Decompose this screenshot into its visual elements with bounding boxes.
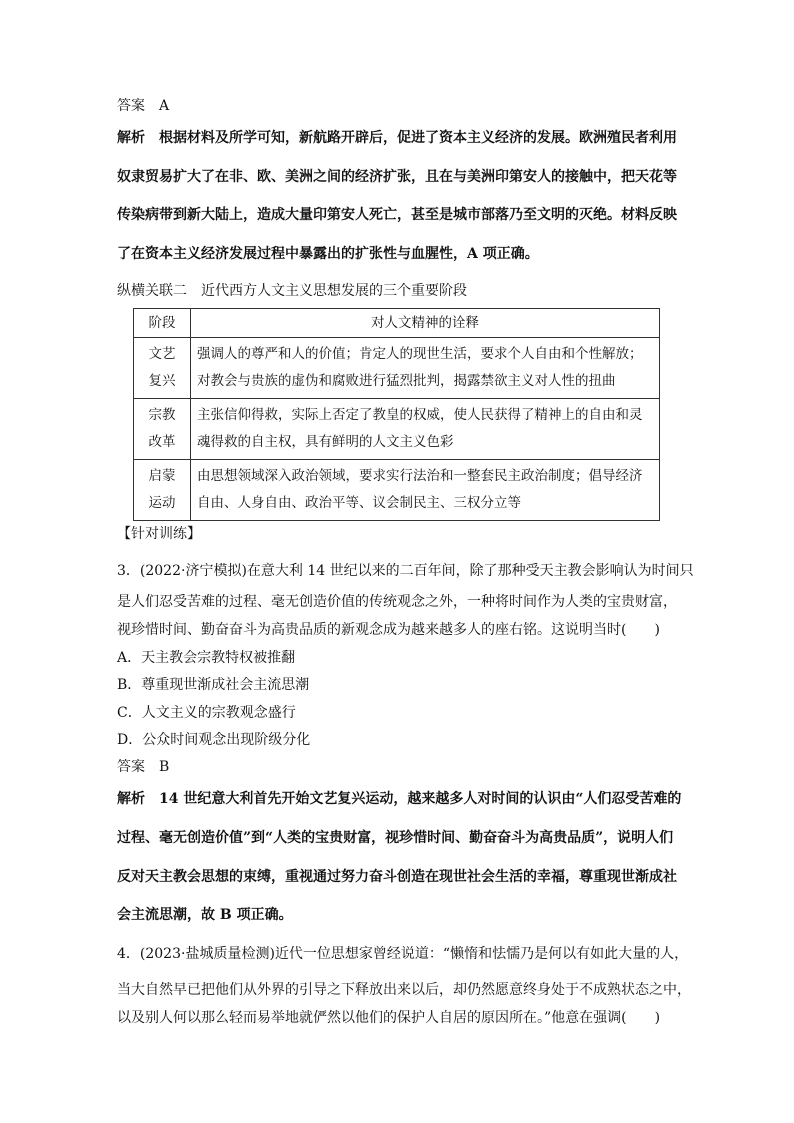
- header-cell-desc: 对人文精神的诠释: [191, 309, 660, 338]
- table-header-row: [134, 309, 660, 338]
- stage-text: 启蒙: [148, 468, 176, 484]
- table-row: [134, 399, 660, 460]
- analysis-line: 会主流思潮，故 B 项正确。: [117, 907, 293, 923]
- stage-cell: [134, 460, 191, 521]
- stage-text: 文艺: [148, 346, 176, 362]
- stage-cell: [134, 399, 191, 460]
- desc-cell: [191, 338, 660, 399]
- desc-text: 魂得救的自主权，具有鲜明的人文主义色彩: [197, 434, 454, 450]
- stages-table: [133, 308, 660, 521]
- training-title: 【针对训练】: [117, 526, 201, 542]
- option-c: C．人文主义的宗教观念盛行: [117, 705, 296, 721]
- answer-label: 答案: [117, 98, 145, 114]
- option-a: A．天主教会宗教特权被推翻: [117, 650, 296, 666]
- stage-text: 复兴: [148, 373, 176, 389]
- question-line: 是人们忍受苦难的过程、毫无创造价值的传统观念之外，一种将时间作为人类的宝贵财富，: [117, 594, 677, 610]
- option-d: D．公众时间观念出现阶级分化: [117, 732, 311, 748]
- question-line: 4．(2023·盐城质量检测)近代一位思想家曾经说道：“懒惰和怯懦乃是何以有如此大量的人，: [117, 946, 689, 962]
- analysis-line: 反对天主教会思想的束缚，重视通过努力奋斗创造在现世社会生活的幸福，尊重现世渐成社: [117, 869, 677, 885]
- answer-value: A: [159, 98, 170, 114]
- analysis-line: [117, 128, 677, 148]
- analysis-label: 解析: [117, 791, 145, 807]
- stage-cell: [134, 338, 191, 399]
- desc-text: 对教会与贵族的虚伪和腐败进行猛烈批判，揭露禁欲主义对人性的扭曲: [197, 373, 616, 389]
- analysis-line: 传染病带到新大陆上，造成大量印第安人死亡，甚至是城市部落乃至文明的灭绝。材料反映: [117, 207, 677, 223]
- table-row: [134, 338, 660, 399]
- analysis-line: 了在资本主义经济发展过程中暴露出的扩张性与血腥性，A 项正确。: [117, 246, 539, 262]
- answer-label: 答案: [117, 759, 145, 775]
- question-line: 当大自然早已把他们从外界的引导之下释放出来以后，却仍然愿意终身处于不成熟状态之中，: [117, 982, 691, 998]
- question-line: 以及别人何以那么轻而易举地就俨然以他们的保护人自居的原因所在。”他意在强调( ): [117, 1010, 661, 1026]
- analysis-text: 根据材料及所学可知，新航路开辟后，促进了资本主义经济的发展。欧洲殖民者利用: [159, 130, 677, 146]
- answer-line: [117, 757, 169, 777]
- section-title: 纵横关联二 近代西方人文主义思想发展的三个重要阶段: [117, 283, 467, 299]
- analysis-text: 14 世纪意大利首先开始文艺复兴运动，越来越多人对时间的认识由“人们忍受苦难的: [159, 791, 682, 807]
- stage-text: 宗教: [148, 407, 176, 423]
- stage-text: 运动: [148, 495, 176, 511]
- desc-text: 自由、人身自由、政治平等、议会制民主、三权分立等: [197, 495, 521, 511]
- header-cell-stage: 阶段: [134, 309, 191, 338]
- question-line: 3．(2022·济宁模拟)在意大利 14 世纪以来的二百年间，除了那种受天主教会影响认为时间只: [117, 563, 694, 579]
- answer-line: [117, 96, 169, 116]
- table-row: [134, 460, 660, 521]
- stage-text: 改革: [148, 434, 176, 450]
- option-b: B．尊重现世渐成社会主流思潮: [117, 677, 310, 693]
- question-line: 视珍惜时间、勤奋奋斗为高贵品质的新观念成为越来越多人的座右铭。这说明当时( ): [117, 622, 660, 638]
- desc-text: 主张信仰得救，实际上否定了教皇的权威，使人民获得了精神上的自由和灵: [197, 407, 643, 423]
- analysis-label: 解析: [117, 130, 145, 146]
- desc-cell: [191, 460, 660, 521]
- analysis-line: 奴隶贸易扩大了在非、欧、美洲之间的经济扩张，且在与美洲印第安人的接触中，把天花等: [117, 169, 677, 185]
- answer-value: B: [159, 759, 170, 775]
- desc-text: 强调人的尊严和人的价值；肯定人的现世生活，要求个人自由和个性解放；: [197, 346, 643, 362]
- analysis-line: 过程、毫无创造价值”到“人类的宝贵财富，视珍惜时间、勤奋奋斗为高贵品质”，说明人们: [117, 830, 674, 846]
- desc-cell: [191, 399, 660, 460]
- analysis-line: [117, 789, 681, 809]
- desc-text: 由思想领域深入政治领域，要求实行法治和一整套民主政治制度；倡导经济: [197, 468, 643, 484]
